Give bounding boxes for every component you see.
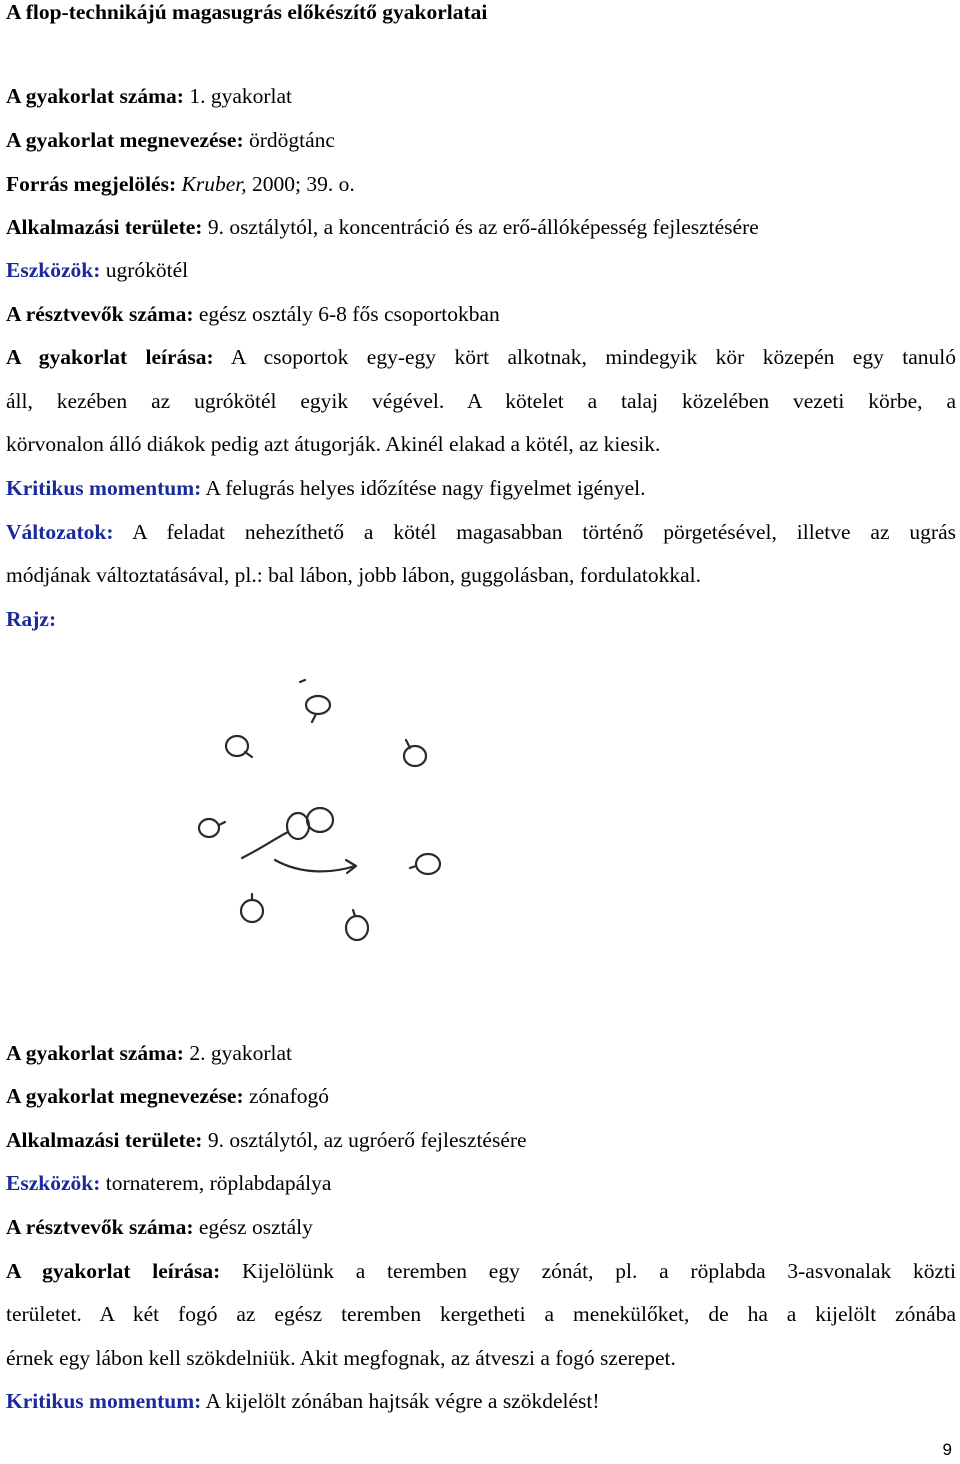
page-heading: A flop-technikájú magasugrás előkészítő gyakorlatai (6, 0, 488, 24)
ex2-tools-value: tornaterem, röplabdapálya (105, 1171, 332, 1195)
ex2-critical-value: A kijelölt zónában hajtsák végre a szökdelést! (205, 1389, 600, 1413)
student-figure (226, 736, 252, 757)
ex2-desc-text-1: Kijelölünk a teremben egy zónát, pl. a röplabda 3-asvonalak közti (242, 1259, 956, 1283)
ex1-tools-row (6, 256, 956, 284)
ex1-critical-label: Kritikus momentum: (6, 476, 202, 500)
ex1-critical-row (6, 474, 956, 502)
ex1-variants-text-1: A feladat nehezíthető a kötél magasabban történő pörgetésével, illetve az ugrás (132, 520, 956, 544)
ex2-name-value: zónafogó (249, 1084, 329, 1108)
ex1-number-label: A gyakorlat száma: (6, 84, 184, 108)
ex1-area-value: 9. osztálytól, a koncentráció és az erő-állóképesség fejlesztésére (207, 215, 759, 239)
ex1-desc-line-2: áll, kezében az ugrókötél egyik végével. A kötelet a talaj közelében vezeti körbe, a (6, 389, 956, 413)
ex1-desc-line-1 (6, 343, 956, 371)
ex1-variants-line-1 (6, 518, 956, 546)
ex2-desc-label: A gyakorlat leírása: (6, 1259, 221, 1283)
ex1-area-label: Alkalmazási területe: (6, 215, 203, 239)
ex2-desc-line-2: területet. A két fogó az egész teremben kergetheti a menekülőket, de ha a kijelölt zónába (6, 1302, 956, 1326)
student-figure (306, 696, 330, 722)
ex1-source-row (6, 170, 956, 198)
ex1-name-label: A gyakorlat megnevezése: (6, 128, 244, 152)
ex1-desc-line-3: körvonalon álló diákok pedig azt átugorják. Akinél elakad a kötél, az kiesik. (6, 432, 661, 456)
ex1-variants-label: Változatok: (6, 520, 114, 544)
sketch-tick (300, 680, 305, 682)
ex1-participants-row (6, 300, 956, 328)
student-figure (199, 819, 225, 837)
ex1-number-value: 1. gyakorlat (189, 84, 293, 108)
ex2-number-label: A gyakorlat száma: (6, 1041, 184, 1065)
ex2-participants-row (6, 1213, 956, 1241)
ex1-drawing-row (6, 605, 956, 633)
ex1-desc-text-1: A csoportok egy-egy kört alkotnak, mindegyik kör közepén egy tanuló (230, 345, 956, 369)
ex1-sketch (180, 660, 480, 960)
ex1-source-author: Kruber, (181, 172, 247, 196)
ex1-participants-label: A résztvevők száma: (6, 302, 194, 326)
ex1-drawing-label: Rajz: (6, 607, 57, 631)
ex1-number-row (6, 82, 956, 110)
center-student-figure (242, 808, 333, 858)
ex1-variants-line-2: módjának változtatásával, pl.: bal lábon, jobb lábon, guggolásban, fordulatokkal. (6, 563, 701, 587)
ex1-tools-label: Eszközök: (6, 258, 101, 282)
ex1-source-value: 2000; 39. o. (252, 172, 355, 196)
ex2-name-label: A gyakorlat megnevezése: (6, 1084, 244, 1108)
ex1-source-label: Forrás megjelölés: (6, 172, 177, 196)
ex2-tools-label: Eszközök: (6, 1171, 101, 1195)
ex1-tools-value: ugrókötél (105, 258, 189, 282)
student-figure (410, 854, 440, 874)
student-figure (241, 894, 263, 922)
ex2-area-row (6, 1126, 956, 1154)
ex1-participants-value: egész osztály 6-8 fős csoportokban (198, 302, 500, 326)
ex1-desc-label: A gyakorlat leírása: (6, 345, 214, 369)
ex2-participants-label: A résztvevők száma: (6, 1215, 194, 1239)
ex1-name-row (6, 126, 956, 154)
ex1-critical-value: A felugrás helyes időzítése nagy figyelmet igényel. (205, 476, 646, 500)
ex2-area-label: Alkalmazási területe: (6, 1128, 203, 1152)
ex2-desc-line-1 (6, 1257, 956, 1285)
ex2-desc-line-3: érnek egy lábon kell szökdelniük. Akit megfognak, az átveszi a fogó szerepet. (6, 1346, 676, 1370)
ex1-name-value: ördögtánc (249, 128, 335, 152)
student-figure (404, 740, 426, 766)
ex1-area-row (6, 213, 956, 241)
page-number: 9 (942, 1440, 952, 1459)
student-figure (346, 910, 368, 940)
ex2-tools-row (6, 1169, 956, 1197)
ex2-area-value: 9. osztálytól, az ugróerő fejlesztésére (207, 1128, 527, 1152)
rotation-arrow (275, 860, 356, 873)
ex2-number-row (6, 1039, 956, 1067)
ex2-participants-value: egész osztály (198, 1215, 313, 1239)
ex2-critical-label: Kritikus momentum: (6, 1389, 202, 1413)
ex2-critical-row (6, 1387, 956, 1415)
ex2-number-value: 2. gyakorlat (189, 1041, 293, 1065)
ex2-name-row (6, 1082, 956, 1110)
